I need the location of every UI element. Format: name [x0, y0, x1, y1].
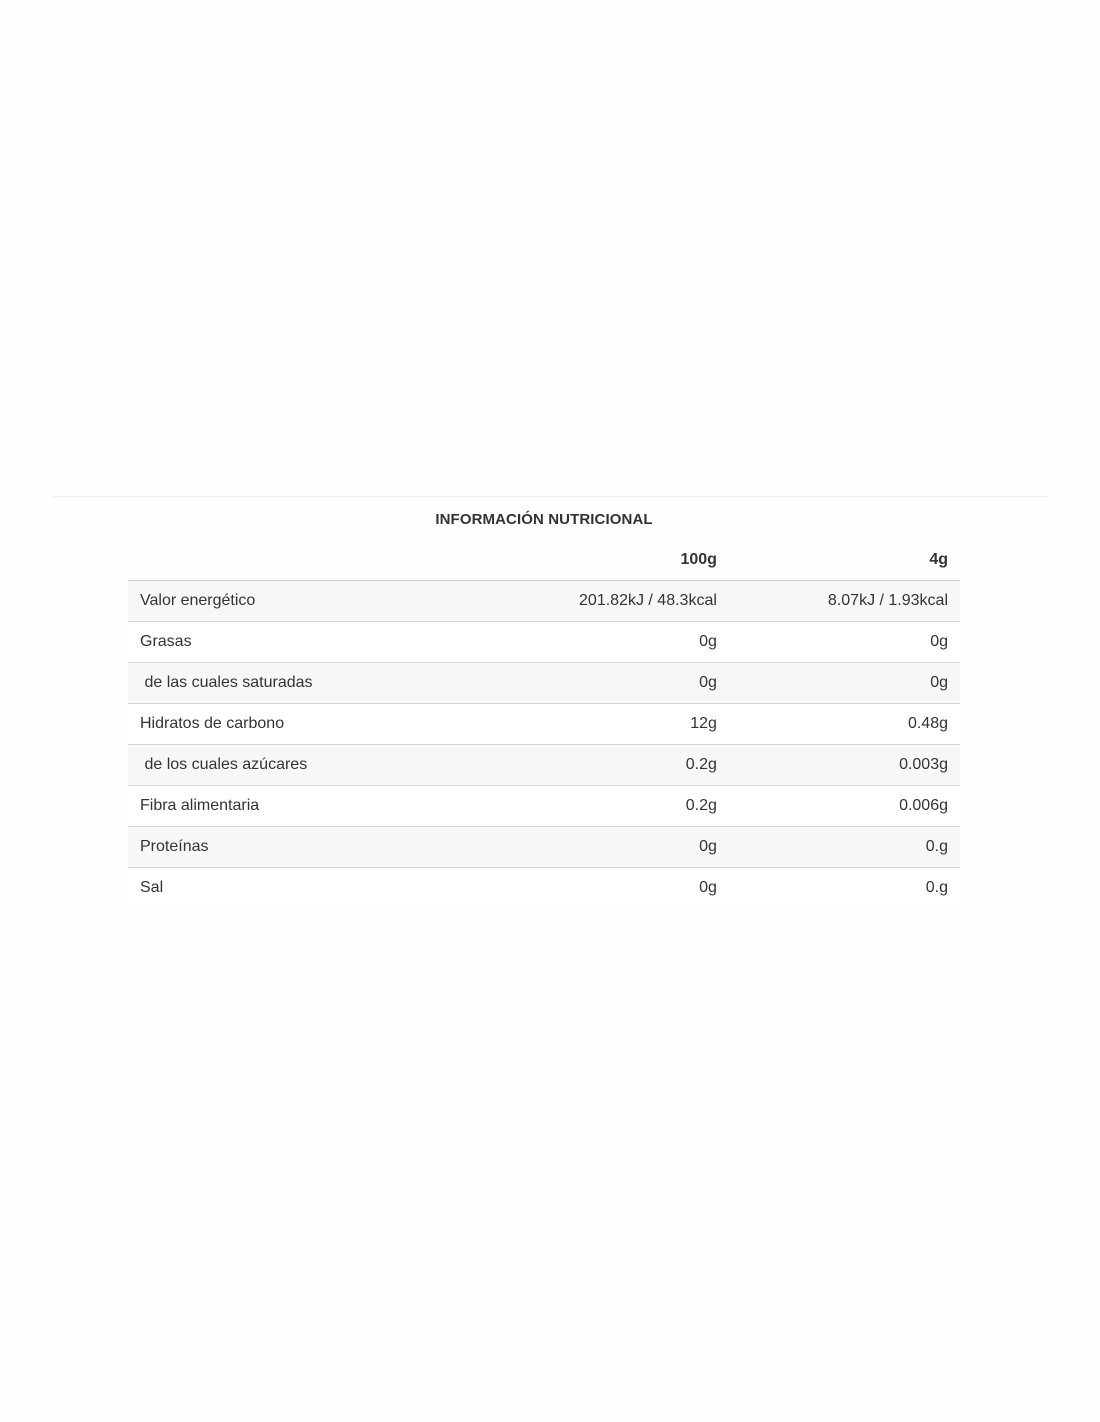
nutrition-panel: [52, 496, 1048, 921]
table-header: [128, 540, 960, 581]
header-label: [128, 540, 447, 581]
row-per-portion: 8.07kJ / 1.93kcal: [729, 581, 960, 622]
row-per-portion: 0.006g: [729, 786, 960, 827]
row-per-portion: 0.g: [729, 868, 960, 909]
header-per-100g: 100g: [447, 540, 729, 581]
row-per-portion: 0.g: [729, 827, 960, 868]
header-row: [128, 540, 960, 581]
row-per-100g: 0g: [447, 827, 729, 868]
table-row: [128, 663, 960, 704]
row-label: Hidratos de carbono: [128, 704, 447, 745]
row-per-100g: 12g: [447, 704, 729, 745]
row-per-portion: 0g: [729, 622, 960, 663]
row-per-100g: 0g: [447, 622, 729, 663]
header-per-portion: 4g: [729, 540, 960, 581]
row-per-portion: 0.48g: [729, 704, 960, 745]
table-row: [128, 622, 960, 663]
row-per-100g: 0.2g: [447, 745, 729, 786]
row-label: de los cuales azúcares: [128, 745, 447, 786]
nutrition-title: INFORMACIÓN NUTRICIONAL: [435, 511, 653, 528]
table-body: [128, 581, 960, 909]
nutrition-table: [128, 540, 960, 908]
row-label: Fibra alimentaria: [128, 786, 447, 827]
table-row: [128, 786, 960, 827]
row-per-100g: 0g: [447, 663, 729, 704]
row-per-100g: 0.2g: [447, 786, 729, 827]
table-row: [128, 581, 960, 622]
table-row: [128, 745, 960, 786]
row-label: Grasas: [128, 622, 447, 663]
row-label: Valor energético: [128, 581, 447, 622]
row-per-100g: 0g: [447, 868, 729, 909]
row-per-portion: 0g: [729, 663, 960, 704]
row-per-portion: 0.003g: [729, 745, 960, 786]
table-row: [128, 704, 960, 745]
table-row: [128, 827, 960, 868]
row-per-100g: 201.82kJ / 48.3kcal: [447, 581, 729, 622]
row-label: Sal: [128, 868, 447, 909]
row-label: de las cuales saturadas: [128, 663, 447, 704]
row-label: Proteínas: [128, 827, 447, 868]
table-row: [128, 868, 960, 909]
